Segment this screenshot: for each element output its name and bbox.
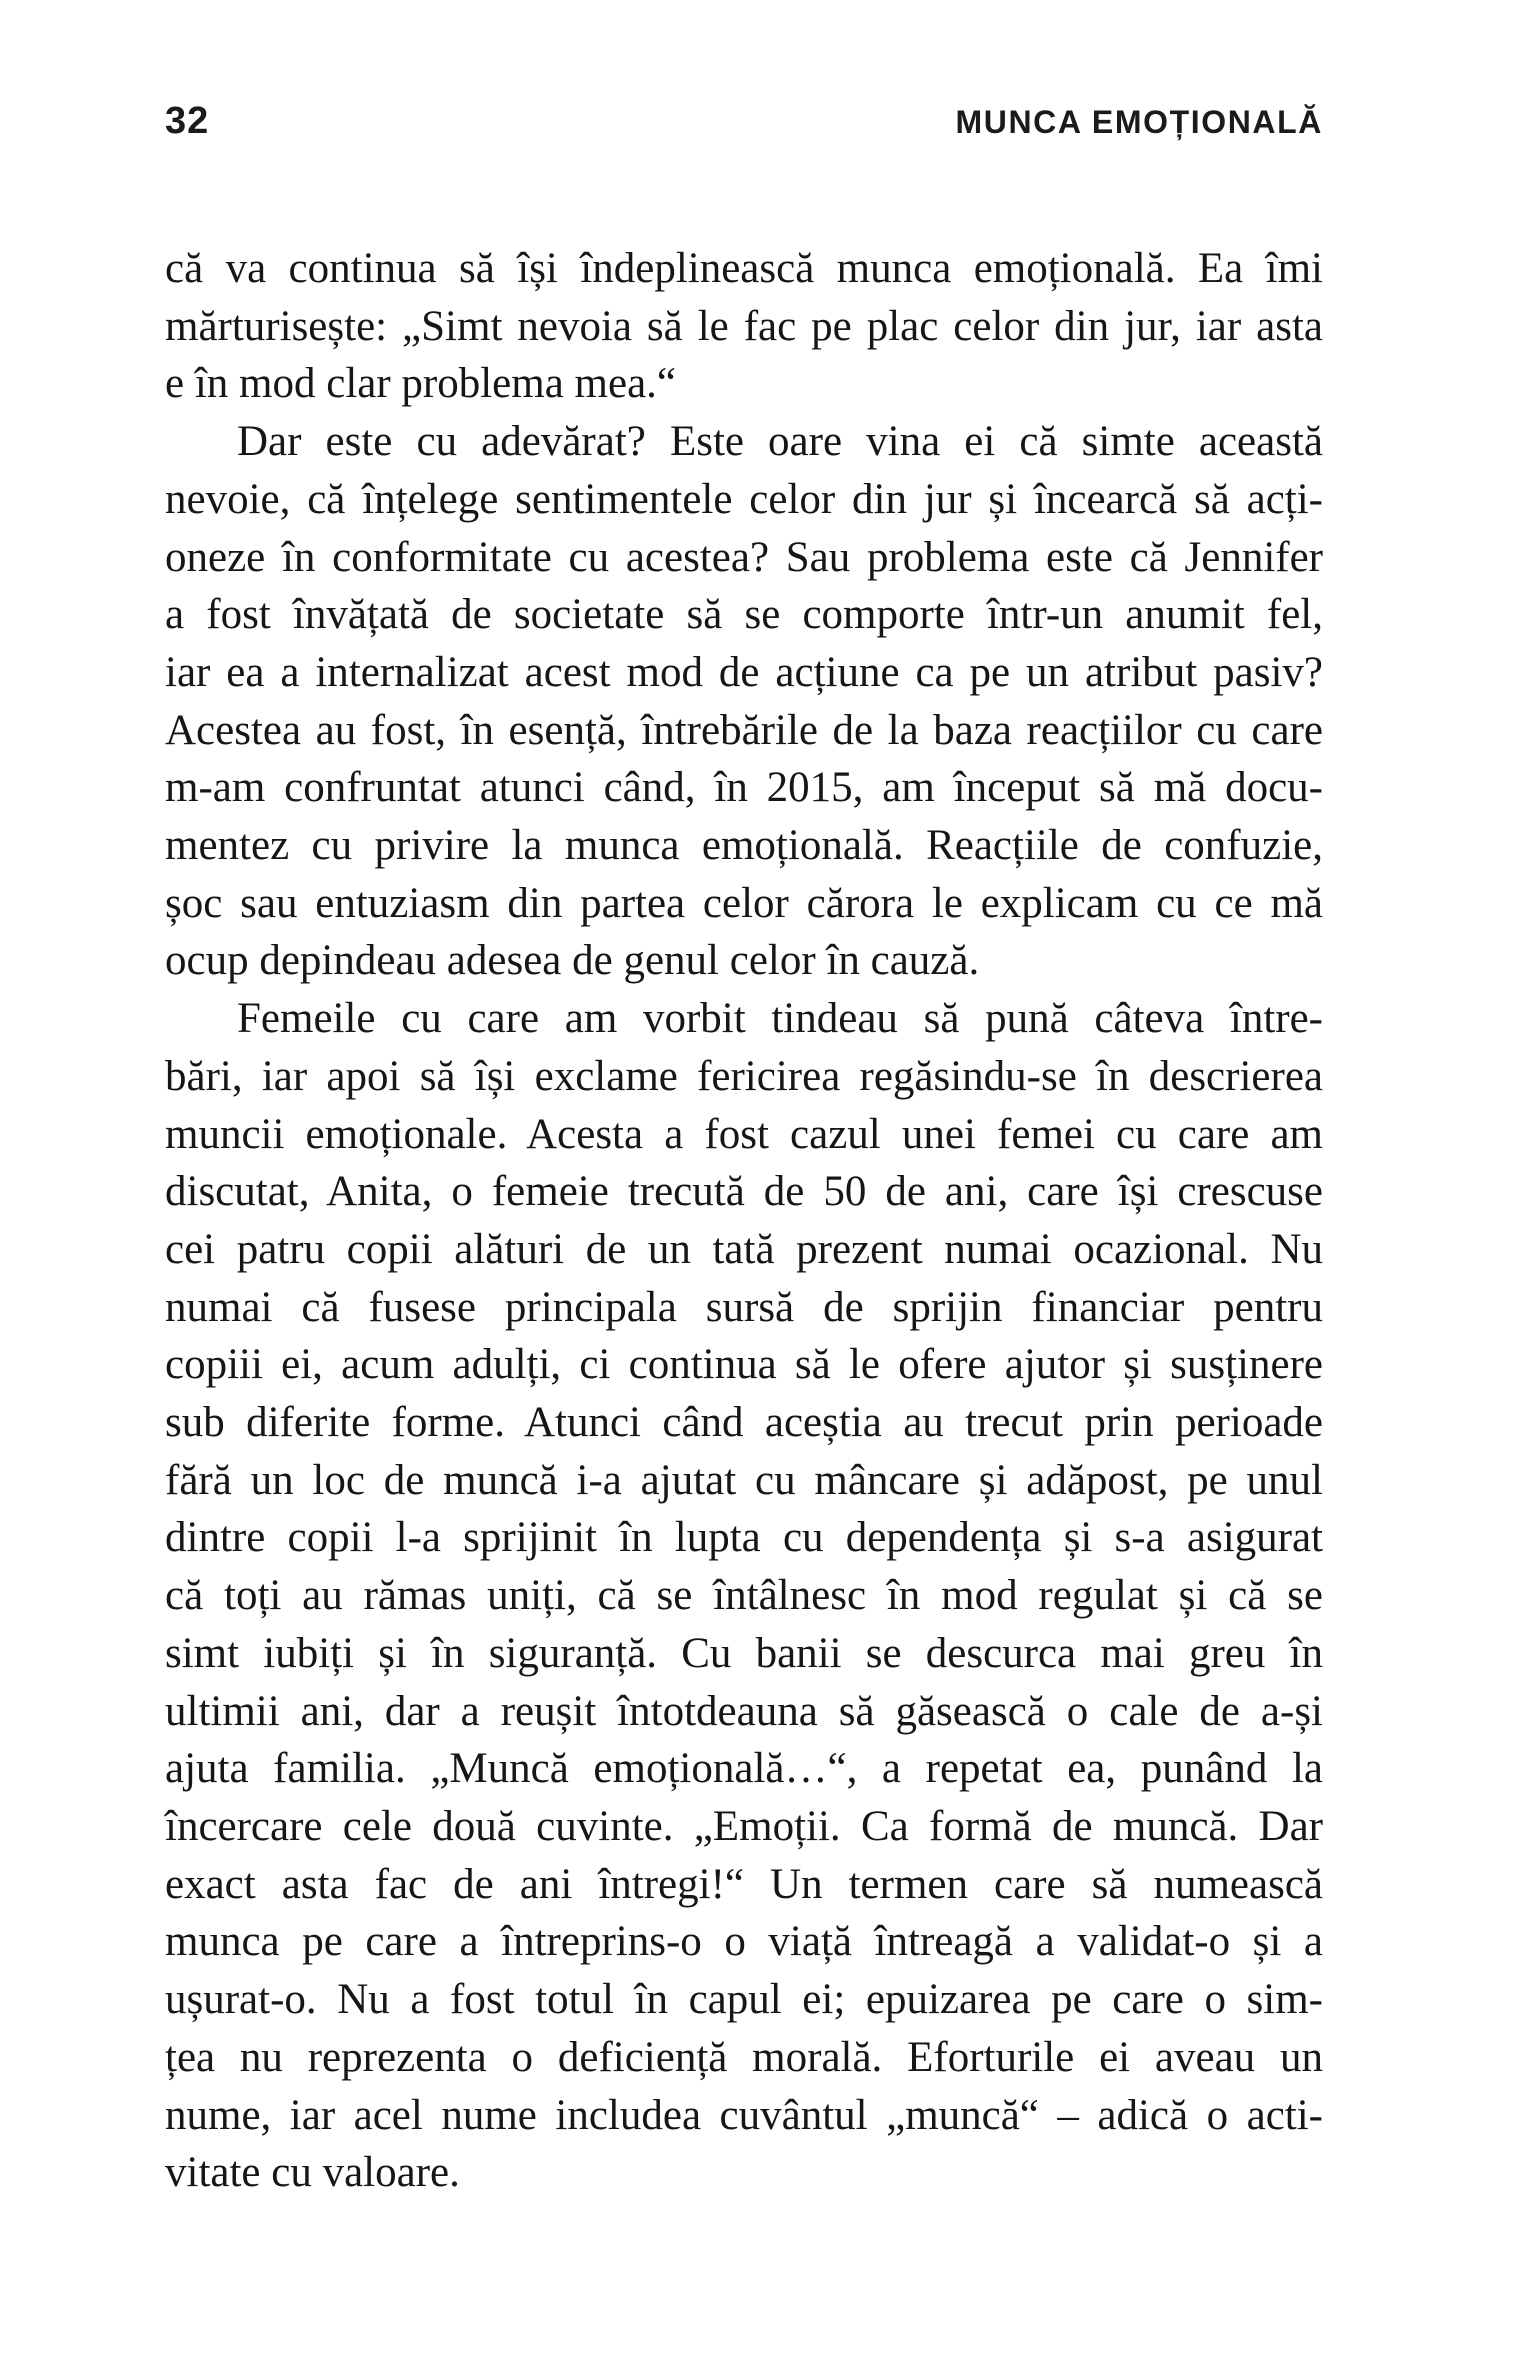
text-line: dintre copii l-a sprijinit în lupta cu dependența și s-a asigurat — [165, 1514, 1323, 1562]
text-line: vitate cu valoare. — [165, 2149, 460, 2197]
text-line: că va continua să își îndeplinească munca emoțională. Ea îmi — [165, 245, 1323, 292]
page-number: 32 — [165, 100, 210, 142]
text-line: copiii ei, acum adulți, ci continua să le ofere ajutor și susținere — [165, 1341, 1323, 1389]
text-line: Dar este cu adevărat? Este oare vina ei că simte această — [237, 418, 1323, 466]
page-header — [165, 101, 1323, 142]
text-line: sub diferite forme. Atunci când aceștia au trecut prin perioade — [165, 1399, 1323, 1447]
text-line: bări, iar apoi să își exclame fericirea regăsindu-se în descrierea — [165, 1052, 1323, 1100]
text-line: exact asta fac de ani întregi!“ Un termen care să numească — [165, 1860, 1323, 1908]
text-line: a fost învățată de societate să se comporte într-un anumit fel, — [165, 591, 1323, 639]
text-line: munca pe care a întreprins-o o viață întreagă a validat-o și a — [165, 1918, 1323, 1966]
text-line: mentez cu privire la munca emoțională. Reacțiile de confuzie, — [165, 822, 1323, 870]
running-title: MUNCA EMOȚIONALĂ — [955, 104, 1323, 140]
text-line: simt iubiți și în siguranță. Cu banii se descurca mai greu în — [165, 1629, 1323, 1677]
text-line: ușurat-o. Nu a fost totul în capul ei; epuizarea pe care o sim- — [165, 1976, 1323, 2024]
text-line: numai că fusese principala sursă de sprijin financiar pentru — [165, 1283, 1323, 1331]
text-line: ultimii ani, dar a reușit întotdeauna să găsească o cale de a-și — [165, 1687, 1323, 1735]
text-line: nume, iar acel nume includea cuvântul „muncă“ – adică o acti- — [165, 2091, 1323, 2139]
text-line: Acestea au fost, în esență, întrebările de la baza reacțiilor cu care — [165, 706, 1323, 754]
text-line: nevoie, că înțelege sentimentele celor din jur și încearcă să acți- — [165, 475, 1323, 523]
page-body — [165, 240, 1323, 2202]
text-block — [165, 0, 1323, 2202]
text-line: ajuta familia. „Muncă emoțională…“, a repetat ea, punând la — [165, 1745, 1323, 1793]
text-line: muncii emoționale. Acesta a fost cazul unei femei cu care am — [165, 1110, 1323, 1158]
text-line: că toți au rămas uniți, că se întâlnesc în mod regulat și că se — [165, 1572, 1323, 1620]
text-line: ocup depindeau adesea de genul celor în cauză. — [165, 937, 980, 985]
text-line: țea nu reprezenta o deficiență morală. Eforturile ei aveau un — [165, 2033, 1323, 2081]
text-line: șoc sau entuziasm din partea celor cărora le explicam cu ce mă — [165, 879, 1323, 927]
text-line: cei patru copii alături de un tată prezent numai ocazional. Nu — [165, 1225, 1323, 1273]
text-line: e în mod clar problema mea.“ — [165, 360, 677, 408]
text-line: Femeile cu care am vorbit tindeau să pună câteva între- — [237, 995, 1323, 1043]
text-line: discutat, Anita, o femeie trecută de 50 de ani, care își crescuse — [165, 1168, 1323, 1216]
text-line: oneze în conformitate cu acestea? Sau problema este că Jennifer — [165, 533, 1323, 581]
text-line: mărturisește: „Simt nevoia să le fac pe plac celor din jur, iar asta — [165, 302, 1323, 350]
text-line: m-am confruntat atunci când, în 2015, am început să mă docu- — [165, 764, 1323, 812]
text-line: încercare cele două cuvinte. „Emoții. Ca formă de muncă. Dar — [165, 1802, 1323, 1850]
text-line: iar ea a internalizat acest mod de acțiune ca pe un atribut pasiv? — [165, 648, 1323, 696]
text-line: fără un loc de muncă i-a ajutat cu mâncare și adăpost, pe unul — [165, 1456, 1323, 1504]
